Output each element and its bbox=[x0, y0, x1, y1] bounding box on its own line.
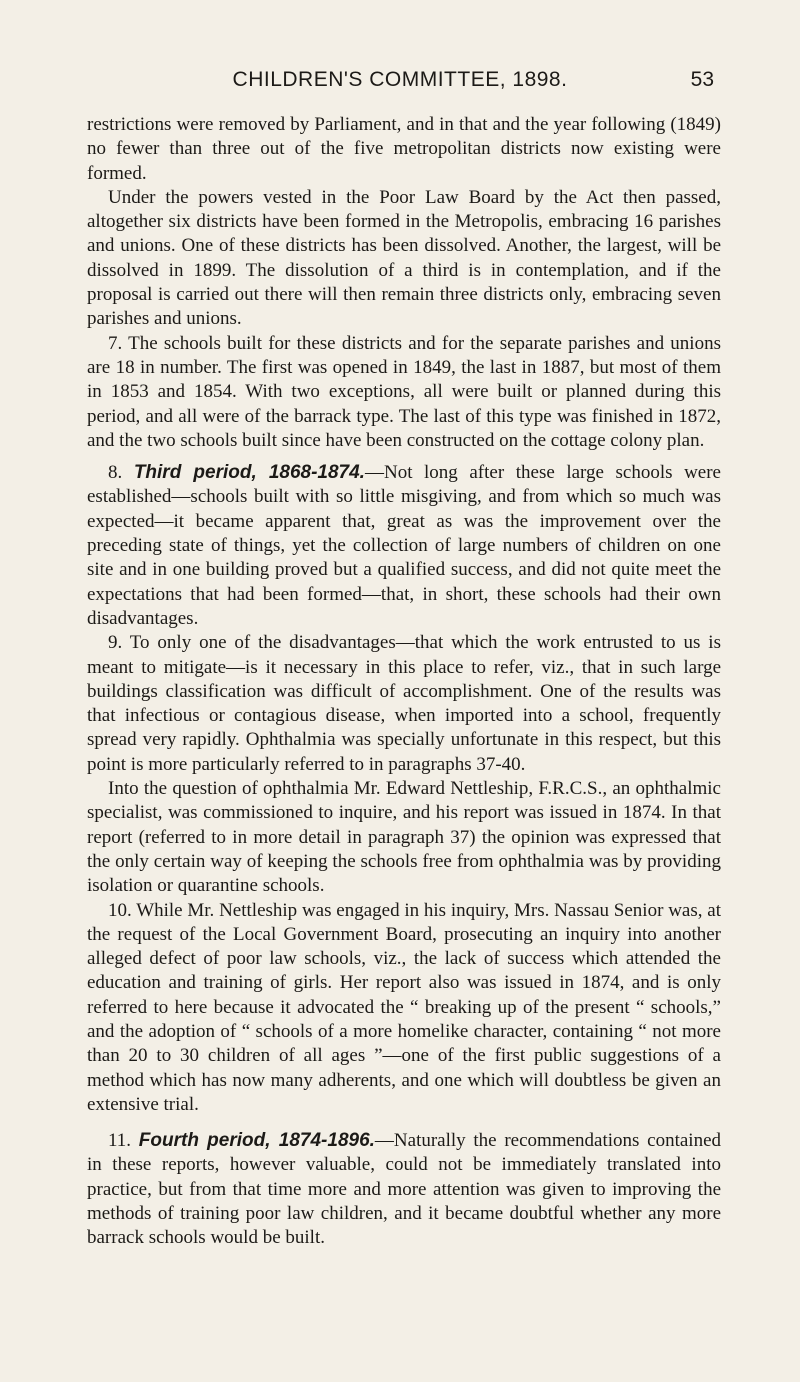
paragraph-number: 7. bbox=[108, 332, 123, 354]
paragraph-text: —Not long after these large schools were established—schools built with so little misgiving, and from which so much was expected—it became apparent that, great as was the improvement over the preceding state of things, yet the collection of large numbers of children on one site and in one building proved but a qualified success, and did not quite meet the expectations that had been formed—that, in short, these schools had their own disadvantages. bbox=[87, 462, 721, 629]
paragraph-number: 10. bbox=[108, 899, 132, 921]
paragraph bbox=[87, 113, 721, 186]
paragraph-text: Under the powers vested in the Poor Law Board by the Act then passed, altogether six districts have been formed in the Metropolis, embracing 16 parishes and unions. One of these districts has been dissolved. Another, the largest, will be dissolved in 1899. The dissolution of a third is in contemplation, and if the proposal is carried out there will then remain three districts only, embracing seven parishes and unions. bbox=[87, 186, 721, 330]
paragraph-number: 8. bbox=[108, 462, 123, 484]
paragraph-11 bbox=[87, 1129, 721, 1250]
section-heading: Third period, 1868-1874. bbox=[133, 462, 365, 484]
page-header bbox=[0, 68, 800, 98]
paragraph bbox=[87, 186, 721, 332]
paragraph-8 bbox=[87, 461, 721, 631]
paragraph-9 bbox=[87, 631, 721, 777]
paragraph-text: To only one of the disadvantages—that which the work entrusted to us is meant to mitigate—is it necessary in this place to refer, viz., that in such large buildings classification was difficult of accomplishment. One of the results was that infectious or contagious disease, when imported into a school, frequently spread very rapidly. Ophthalmia was specially unfortunate in this respect, but this point is more particularly referred to in paragraphs 37-40. bbox=[87, 632, 721, 775]
paragraph-text: The schools built for these districts and for the separate parishes and unions are 18 in number. The first was opened in 1849, the last in 1887, but most of them in 1853 and 1854. With two exceptions, all were built or planned during this period, and all were of the barrack type. The last of this type was finished in 1872, and the two schools built since have been constructed on the cottage colony plan. bbox=[87, 332, 721, 451]
paragraph-10 bbox=[87, 899, 721, 1118]
paragraph bbox=[87, 777, 721, 898]
paragraph-text: While Mr. Nettleship was engaged in his inquiry, Mrs. Nassau Senior was, at the request of the Local Government Board, prosecuting an inquiry into another alleged defect of poor law schools, viz., the lack of success which attended the education and training of girls. Her report also was issued in 1874, and is only referred to here because it advocated the “ breaking up of the present “ schools,” and the adoption of “ schools of a more homelike character, containing “ not more than 20 to 30 children of all ages ”—one of the first public suggestions of a method which has now many adherents, and one which will doubtless be given an extensive trial. bbox=[87, 899, 721, 1115]
paragraph-text: Into the question of ophthalmia Mr. Edward Nettleship, F.R.C.S., an ophthalmic specialist, was commissioned to inquire, and his report was issued in 1874. In that report (referred to in more detail in paragraph 37) the opinion was expressed that the only certain way of keeping the schools free from ophthalmia was by providing isolation or quarantine schools. bbox=[87, 778, 721, 897]
paragraph-number: 11. bbox=[108, 1130, 132, 1152]
paragraph-text: —Naturally the recommendations contained in these reports, however valuable, could not be immediately translated into practice, but from that time more and more attention was given to improving the methods of training poor law children, and it became doubtful whether any more barrack schools would be built. bbox=[87, 1130, 721, 1249]
body-text bbox=[87, 113, 721, 1251]
page-number: 53 bbox=[690, 68, 714, 91]
section-heading: Fourth period, 1874-1896. bbox=[138, 1130, 375, 1152]
paragraph-number: 9. bbox=[108, 632, 123, 654]
paragraph-text: restrictions were removed by Parliament, and in that and the year following (1849) no fewer than three out of the five metropolitan districts now existing were formed. bbox=[87, 114, 721, 184]
running-title: CHILDREN'S COMMITTEE, 1898. bbox=[232, 68, 568, 91]
paragraph-7 bbox=[87, 332, 721, 453]
